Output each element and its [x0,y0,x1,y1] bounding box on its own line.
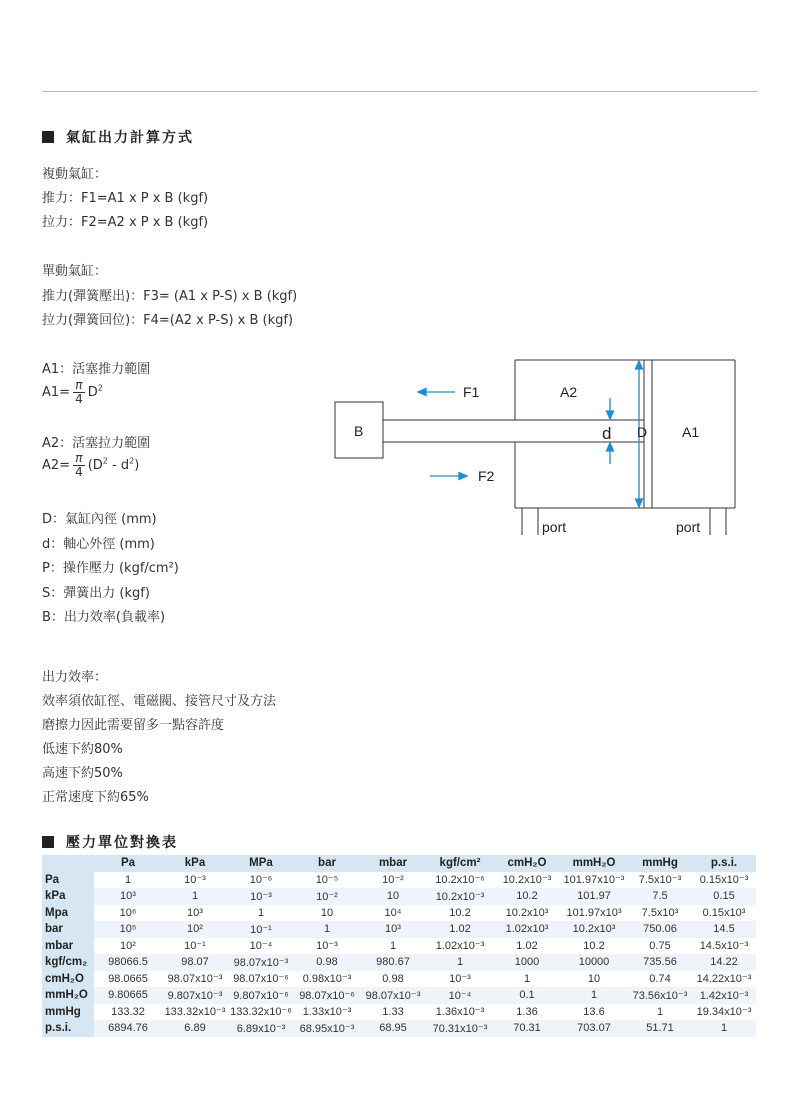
table-cell: 10.2x10³ [560,921,628,938]
table-cell: 1.02x10⁻³ [435,940,485,953]
table-cell: 133.32x10⁻³ [164,1006,226,1019]
table-header-cell: p.s.i. [692,855,756,872]
definition-item: S：彈簧出力 (kgf) [42,586,150,601]
table-cell: 1000 [494,954,560,971]
row-label: cmH₂O [42,971,94,988]
table-cell: 98.07x10⁻³ [167,973,223,986]
row-label: bar [42,921,94,938]
table-row [42,938,756,955]
table-cell: 98.0665 [108,972,148,985]
section-title-text: 壓力單位對換表 [66,835,178,851]
table-cell: 10 [320,906,334,919]
a1-lhs: A1= [42,385,71,400]
a2-label: A2：活塞拉力範圍 [42,436,151,451]
table-cell: 101.97x10⁻³ [563,874,625,887]
table-row [42,954,756,971]
efficiency-line: 低速下約80% [42,742,123,757]
efficiency-heading: 出力效率： [42,670,108,685]
a2-rhs-sup1: 2 [102,456,108,466]
a1-label: A1：活塞推力範圍 [42,362,151,377]
table-cell: 19.34x10⁻³ [696,1006,752,1019]
table-cell: 1 [656,1005,664,1018]
table-cell: 1.33 [382,1005,404,1018]
table-cell: 10 [360,888,426,905]
table-cell: 14.22x10⁻³ [696,973,752,986]
definition-item: B：出力效率(負載率) [42,610,166,625]
table-header-row [42,855,756,872]
square-bullet-icon [42,836,54,848]
table-cell: 10⁻⁶ [249,874,273,887]
table-cell: 98066.5 [94,954,162,971]
table-cell: 98.07x10⁻⁶ [294,987,360,1004]
table-cell: 0.98 [294,954,360,971]
table-cell: 7.5x10⁻³ [638,874,682,887]
table-cell: 10.2x10⁻⁶ [435,874,485,887]
table-cell: 10² [120,939,136,952]
table-row [42,888,756,905]
efficiency-line: 正常速度下約65% [42,790,149,805]
table-cell: 1 [257,906,265,919]
efficiency-line: 磨擦力因此需要留多一點容許度 [42,718,225,733]
table-cell: 10⁻³ [184,874,206,887]
a1-frac-num: π [73,379,85,393]
a1-frac-den: 4 [75,392,83,406]
table-cell: 10⁻² [382,874,404,887]
table-cell: 1 [124,873,132,886]
table-cell: 10⁻³ [316,940,338,953]
section-title-force [42,127,194,147]
table-cell: 0.15x10³ [702,906,746,919]
table-cell: 1 [294,921,360,938]
row-label: p.s.i. [42,1020,94,1037]
bore-arrowhead-top-icon [636,361,643,369]
table-cell: 10.2x10⁻³ [502,874,552,887]
table-cell: 10² [162,921,228,938]
a2-frac-den: 4 [75,465,83,479]
table-row [42,921,756,938]
table-cell: 14.5x10⁻³ [699,940,749,953]
a2-frac-num: π [73,452,85,466]
table-cell: 98.07x10⁻³ [360,987,426,1004]
label-a2: A2 [560,384,578,400]
table-cell: 1 [389,939,397,952]
table-cell: 703.07 [560,1020,628,1037]
row-label: mbar [42,938,94,955]
table-cell: 0.98x10⁻³ [302,973,352,986]
table-cell: 1.02 [426,921,494,938]
table-cell: 0.98 [382,972,404,985]
table-cell: 9.807x10⁻⁶ [228,987,294,1004]
table-header-cell [42,855,94,872]
table-cell: 10³ [360,921,426,938]
table-body [42,872,756,1037]
label-port-left: port [542,519,567,535]
row-label: Pa [42,872,94,889]
a2-rhs-b: - d [107,458,130,473]
f2-arrowhead-icon [459,473,467,480]
table-header-cell: mmHg [628,855,692,872]
label-d-small: d [602,424,612,443]
d-arrowhead-top-icon [607,411,614,419]
table-cell: 68.95 [360,1020,426,1037]
table-cell: 10⁻¹ [228,921,294,938]
a2-fraction [73,452,85,479]
table-cell: 6894.76 [94,1020,162,1037]
table-row [42,872,756,889]
table-cell: 98.07x10⁻⁶ [233,973,289,986]
table-header-cell: Pa [94,855,162,872]
table-cell: 1 [162,888,228,905]
table-cell: 14.5 [692,921,756,938]
table-cell: 10 [587,972,601,985]
label-d-bore: D [637,424,648,440]
label-a1: A1 [682,424,700,440]
table-header-cell: kPa [162,855,228,872]
definition-item: P：操作壓力 (kgf/cm²) [42,561,179,576]
table-cell: 980.67 [360,954,426,971]
table-cell: 73.56x10⁻³ [628,987,692,1004]
table-cell: 133.32x10⁻⁶ [230,1006,292,1019]
table-row [42,987,756,1004]
table-cell: 10⁶ [119,906,137,919]
single-acting-push: 推力(彈簧壓出)：F3= (A1 x P-S) x B (kgf) [42,289,298,304]
table-cell: 1 [560,987,628,1004]
double-acting-push: 推力：F1=A1 x P x B (kgf) [42,191,209,206]
table-cell: 0.15 [692,888,756,905]
table-cell: 9.80665 [94,987,162,1004]
a1-formula [42,379,103,406]
table-header-cell: bar [294,855,360,872]
table-cell: 1.02 [516,939,538,952]
table-cell: 6.89x10⁻³ [228,1020,294,1037]
table-cell: 10⁻⁵ [315,874,339,887]
label-port-right: port [676,519,701,535]
a2-lhs: A2= [42,458,71,473]
table-cell: 7.5 [628,888,692,905]
table-row [42,971,756,988]
label-b: B [354,423,364,439]
row-label: kgf/cm₂ [42,954,94,971]
row-label: kPa [42,888,94,905]
table-cell: 10⁻¹ [184,940,206,953]
cylinder-diagram [330,350,750,545]
table-cell: 10⁻⁴ [426,987,494,1004]
definition-item: D：氣缸內徑 (mm) [42,512,157,527]
table-cell: 98.07x10⁻³ [228,954,294,971]
table-cell: 10.2 [494,888,560,905]
table-header-cell: mbar [360,855,426,872]
row-label: mmH₂O [42,987,94,1004]
table-cell: 10.2x10³ [505,906,549,919]
table-cell: 10³ [94,888,162,905]
table-cell: 9.807x10⁻³ [162,987,228,1004]
table-cell: 13.6 [583,1005,605,1018]
table-cell: 10000 [560,954,628,971]
f1-arrowhead-icon [418,389,426,396]
table-cell: 70.31 [494,1020,560,1037]
table-cell: 1.02x10³ [494,921,560,938]
table-cell: 10⁻³ [449,973,471,986]
table-cell: 10³ [187,906,203,919]
table-header-cell: MPa [228,855,294,872]
a2-rhs-a: (D [87,458,103,473]
single-acting-pull: 拉力(彈簧回位)：F4=(A2 x P-S) x B (kgf) [42,313,294,328]
a2-formula [42,452,139,479]
table-cell: 10⁻³ [228,888,294,905]
square-bullet-icon [42,131,54,143]
bore-arrowhead-bottom-icon [636,499,643,507]
table-cell: 7.5x10³ [641,906,679,919]
table-cell: 0.15x10⁻³ [699,874,749,887]
table-cell: 133.32 [111,1005,145,1018]
top-divider [42,91,758,92]
table-cell: 1 [692,1020,756,1037]
table-cell: 10.2 [583,939,605,952]
table-cell: 51.71 [628,1020,692,1037]
pressure-conversion-table [42,855,756,1037]
table-cell: 1.33x10⁻³ [302,1006,352,1019]
table-cell: 735.56 [628,954,692,971]
a1-fraction [73,379,85,406]
table-cell: 1 [523,972,531,985]
table-cell: 10.2x10⁻³ [426,888,494,905]
table-cell: 14.22 [692,954,756,971]
table-cell: 1.36 [516,1005,538,1018]
label-f2: F2 [478,468,495,484]
table-cell: 98.07 [162,954,228,971]
definition-item: d：軸心外徑 (mm) [42,537,155,552]
a2-rhs-sup2: 2 [129,456,135,466]
table-cell: 101.97 [560,888,628,905]
table-cell: 10.2 [449,906,471,919]
a2-rhs-c: ) [134,458,140,473]
table-cell: 6.89 [162,1020,228,1037]
efficiency-line: 效率須依缸徑、電磁閥、接管尺寸及方法 [42,694,277,709]
table-row [42,905,756,922]
a1-rhs: D [87,385,98,400]
table-cell: 68.95x10⁻³ [294,1020,360,1037]
d-arrowhead-bottom-icon [607,443,614,451]
table-header-cell: cmH₂O [494,855,560,872]
single-acting-heading: 單動氣缸： [42,264,108,279]
efficiency-line: 高速下約50% [42,766,123,781]
table-cell: 750.06 [628,921,692,938]
table-cell: 10⁻² [294,888,360,905]
table-cell: 10⁴ [384,906,402,919]
table-cell: 70.31x10⁻³ [426,1020,494,1037]
table-cell: 101.97x10³ [566,906,622,919]
a1-rhs-sup: 2 [97,383,103,393]
row-label: mmHg [42,1004,94,1021]
table-cell: 0.74 [649,972,671,985]
table-row [42,1020,756,1037]
table-header-cell: kgf/cm² [426,855,494,872]
table-cell: 0.1 [494,987,560,1004]
table-cell: 0.75 [649,939,671,952]
table-cell: 10⁵ [94,921,162,938]
row-label: Mpa [42,905,94,922]
double-acting-pull: 拉力：F2=A2 x P x B (kgf) [42,215,209,230]
table-cell: 1.36x10⁻³ [435,1006,485,1019]
section-title-units [42,832,178,852]
table-cell: 10⁻⁴ [249,940,273,953]
double-acting-heading: 複動氣缸： [42,167,108,182]
table-row [42,1004,756,1021]
table-header-cell: mmH₂O [560,855,628,872]
section-title-text: 氣缸出力計算方式 [66,130,194,146]
table-cell: 1.42x10⁻³ [692,987,756,1004]
label-f1: F1 [463,384,480,400]
table-cell: 1 [426,954,494,971]
